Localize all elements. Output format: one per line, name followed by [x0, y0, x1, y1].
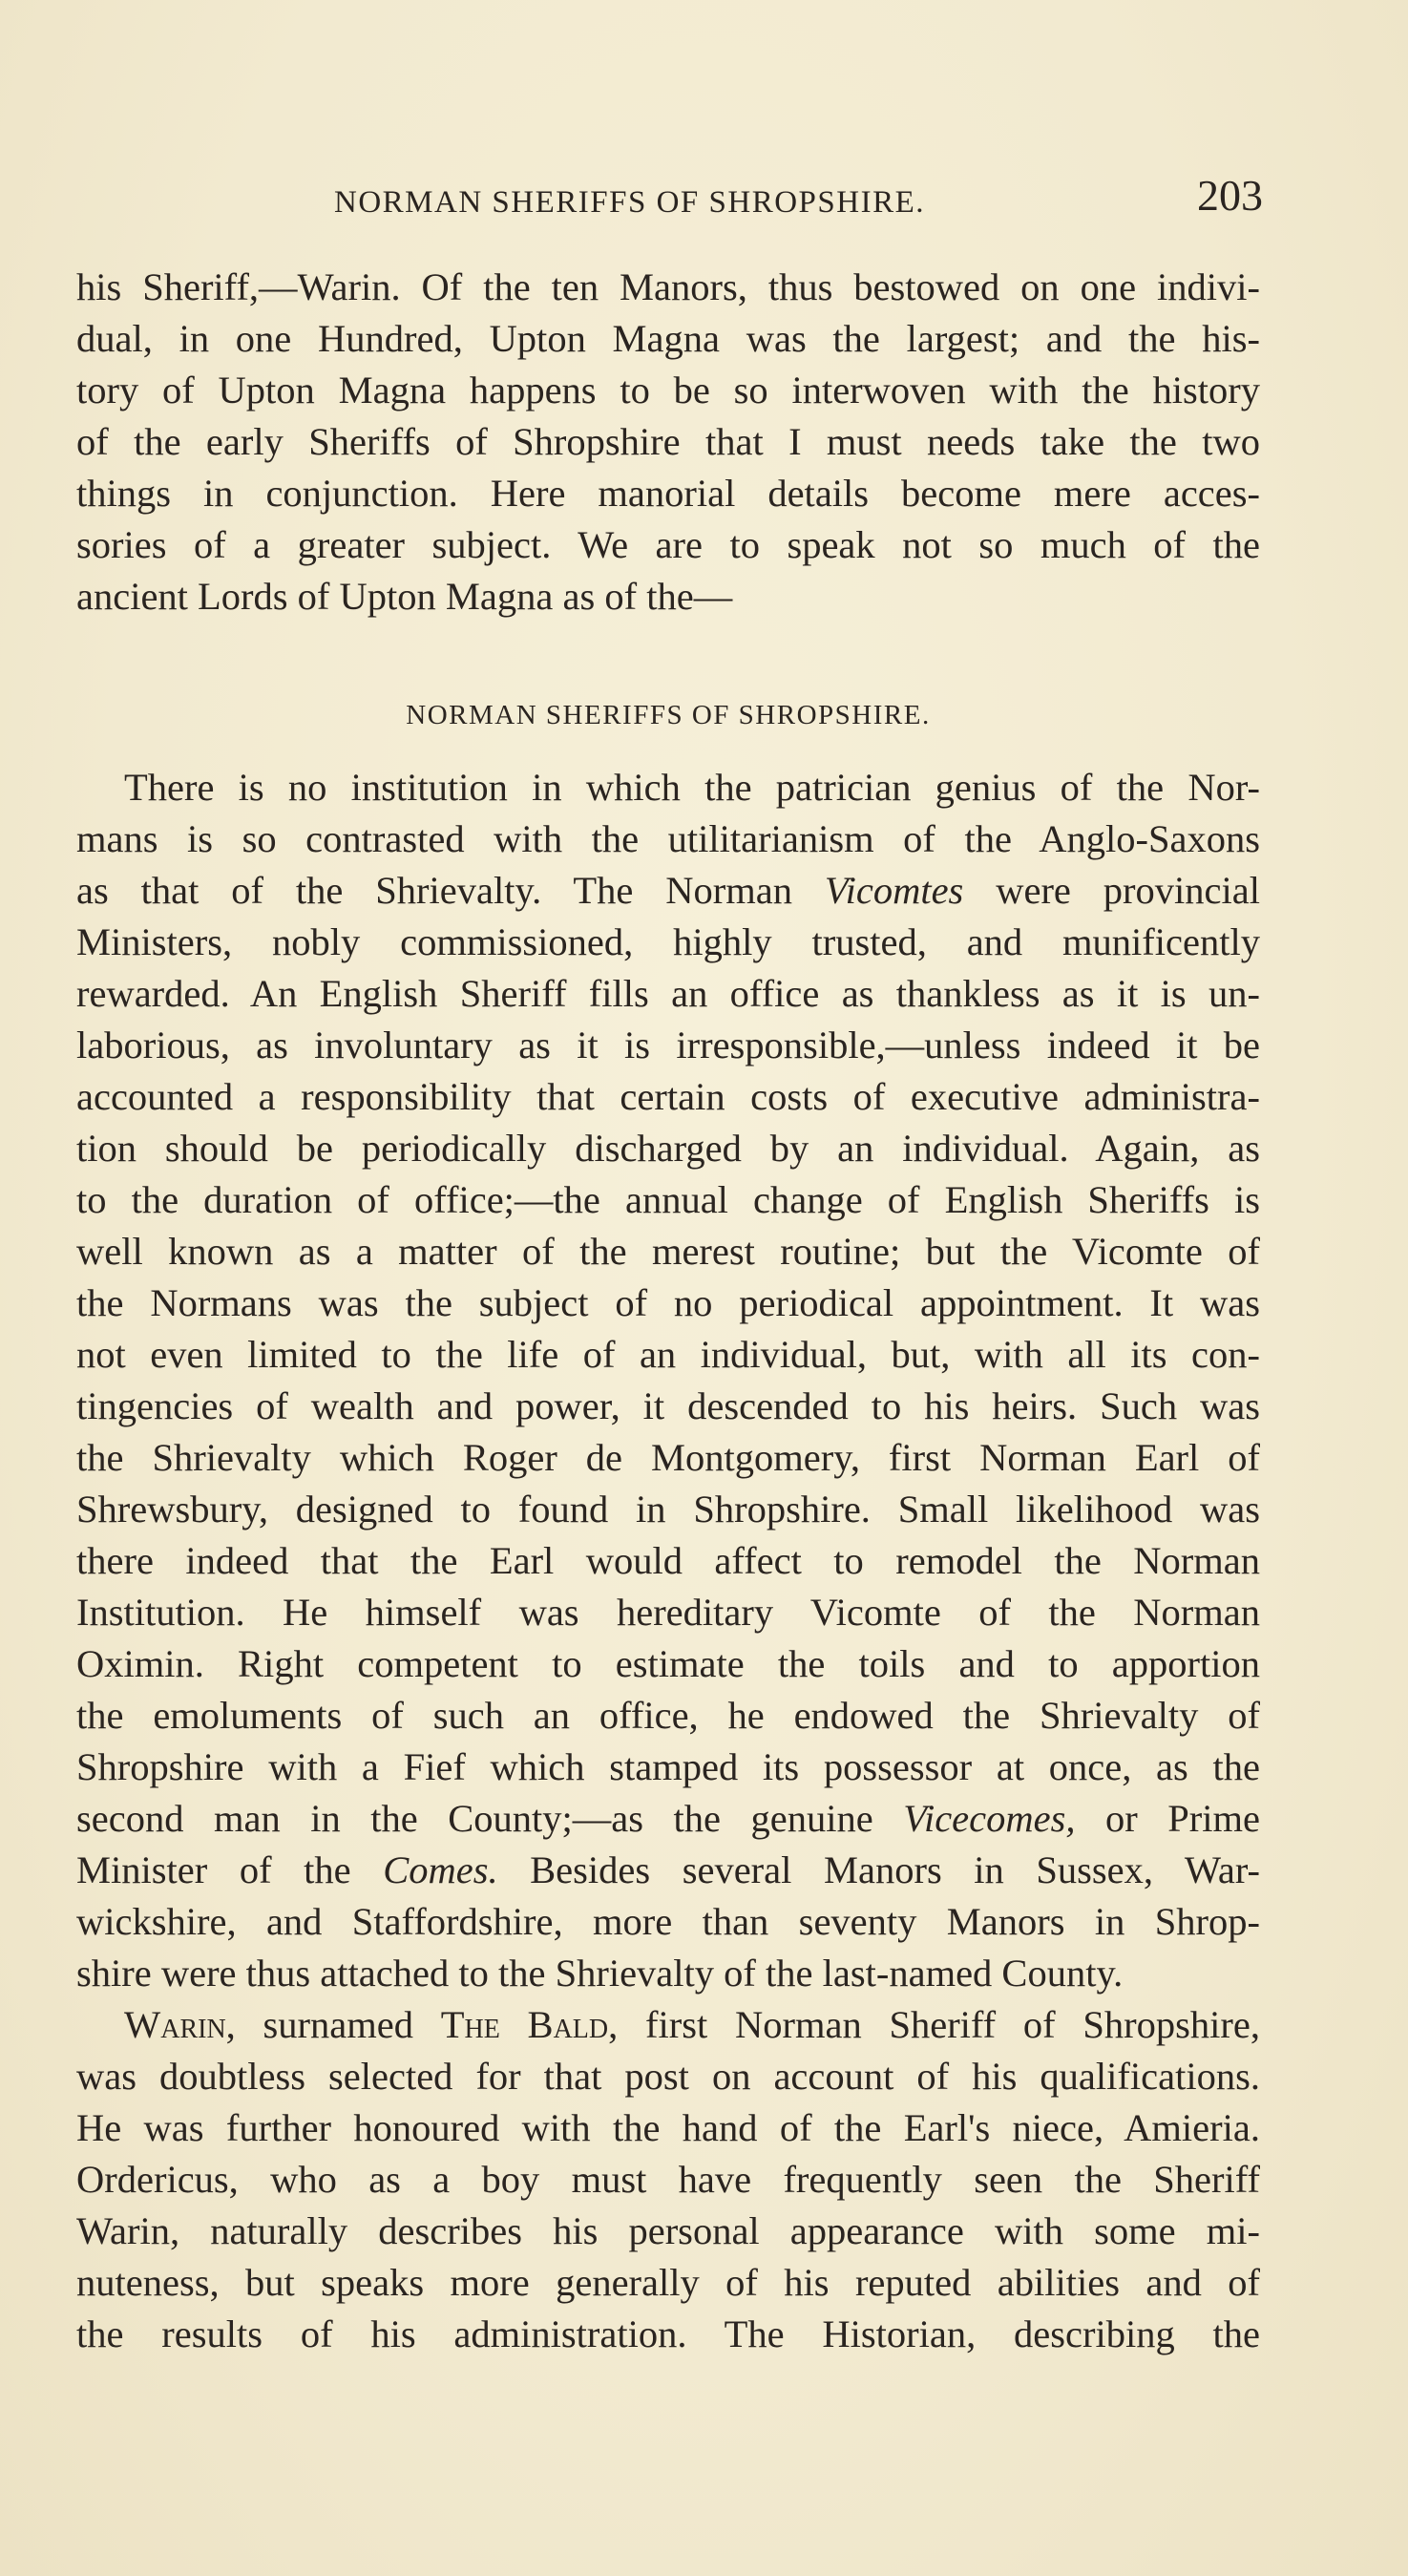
small-caps-name: Warin,: [124, 2003, 236, 2046]
italic-term: Vicecomes,: [903, 1797, 1076, 1840]
page-number: 203: [1197, 171, 1263, 220]
small-caps-name: The Bald,: [440, 2003, 619, 2046]
text-run: surnamed: [235, 2003, 441, 2046]
text-line: Shrewsbury, designed to found in Shropshire. Small likelihood was: [76, 1488, 1260, 1531]
text-line: accounted a responsibility that certain costs of executive administra-: [76, 1075, 1260, 1118]
text-line: There is no institution in which the patrician genius of the Nor-: [124, 766, 1260, 809]
text-line: [124, 2001, 1260, 2051]
text-line: nuteness, but speaks more generally of his reputed abilities and of: [76, 2261, 1260, 2304]
italic-term: Vicomtes: [824, 869, 964, 912]
text-run: Besides several Manors in Sussex, War-: [497, 1848, 1260, 1891]
text-line: Warin, naturally describes his personal appearance with some mi-: [76, 2209, 1260, 2252]
text-line: his Sheriff,—Warin. Of the ten Manors, thus bestowed on one indivi-: [76, 265, 1260, 308]
text-run: or Prime: [1075, 1797, 1261, 1840]
text-line: to the duration of office;—the annual change of English Sheriffs is: [76, 1178, 1260, 1221]
text-line: the results of his administration. The Historian, describing the: [76, 2312, 1260, 2355]
text-line: dual, in one Hundred, Upton Magna was the largest; and the his-: [76, 317, 1260, 360]
text-line: Institution. He himself was hereditary Vicomte of the Norman: [76, 1591, 1260, 1634]
text-line: the Shrievalty which Roger de Montgomery, first Norman Earl of: [76, 1436, 1260, 1479]
text-line: [76, 867, 1260, 917]
text-line: the Normans was the subject of no periodical appointment. It was: [76, 1281, 1260, 1324]
text-line: Oximin. Right competent to estimate the toils and to apportion: [76, 1642, 1260, 1685]
text-line: tingencies of wealth and power, it descended to his heirs. Such was: [76, 1384, 1260, 1427]
text-run: as that of the Shrievalty. The Norman: [76, 869, 825, 912]
text-line: the emoluments of such an office, he endowed the Shrievalty of: [76, 1694, 1260, 1737]
text-line: Shropshire with a Fief which stamped its possessor at once, as the: [76, 1745, 1260, 1788]
text-line: not even limited to the life of an individual, but, with all its con-: [76, 1333, 1260, 1376]
text-line: laborious, as involuntary as it is irresponsible,—unless indeed it be: [76, 1024, 1260, 1066]
text-line: rewarded. An English Sheriff fills an office as thankless as it is un-: [76, 972, 1260, 1015]
text-line: of the early Sheriffs of Shropshire that I must needs take the two: [76, 420, 1260, 463]
text-line: sories of a greater subject. We are to speak not so much of the: [76, 523, 1260, 566]
text-run: first Norman Sheriff of Shropshire,: [618, 2003, 1261, 2046]
text-line: wickshire, and Staffordshire, more than seventy Manors in Shrop-: [76, 1900, 1260, 1943]
text-run: were provincial: [963, 869, 1261, 912]
text-line: [76, 1847, 1260, 1896]
text-line: Ministers, nobly commissioned, highly trusted, and munificently: [76, 920, 1260, 963]
text-line: things in conjunction. Here manorial details become mere acces-: [76, 472, 1260, 515]
running-title: NORMAN SHERIFFS OF SHROPSHIRE.: [334, 185, 925, 220]
text-run: Minister of the: [76, 1848, 384, 1891]
text-line: was doubtless selected for that post on account of his qualifications.: [76, 2055, 1260, 2098]
text-line: [76, 1795, 1260, 1845]
text-line: He was further honoured with the hand of the Earl's niece, Amieria.: [76, 2106, 1260, 2149]
text-line: shire were thus attached to the Shrievalty of the last-named County.: [76, 1952, 1124, 1995]
text-run: second man in the County;—as the genuine: [76, 1797, 904, 1840]
text-line: well known as a matter of the merest routine; but the Vicomte of: [76, 1230, 1260, 1273]
text-line: mans is so contrasted with the utilitarianism of the Anglo-Saxons: [76, 817, 1260, 860]
text-line: tion should be periodically discharged by an individual. Again, as: [76, 1127, 1260, 1170]
text-line: ancient Lords of Upton Magna as of the—: [76, 575, 733, 618]
running-head: [76, 170, 1263, 227]
section-heading: NORMAN SHERIFFS OF SHROPSHIRE.: [406, 700, 931, 730]
text-line: Ordericus, who as a boy must have frequently seen the Sheriff: [76, 2158, 1260, 2201]
text-line: there indeed that the Earl would affect to remodel the Norman: [76, 1539, 1260, 1582]
italic-term: Comes.: [383, 1848, 498, 1891]
text-line: tory of Upton Magna happens to be so interwoven with the history: [76, 369, 1260, 412]
